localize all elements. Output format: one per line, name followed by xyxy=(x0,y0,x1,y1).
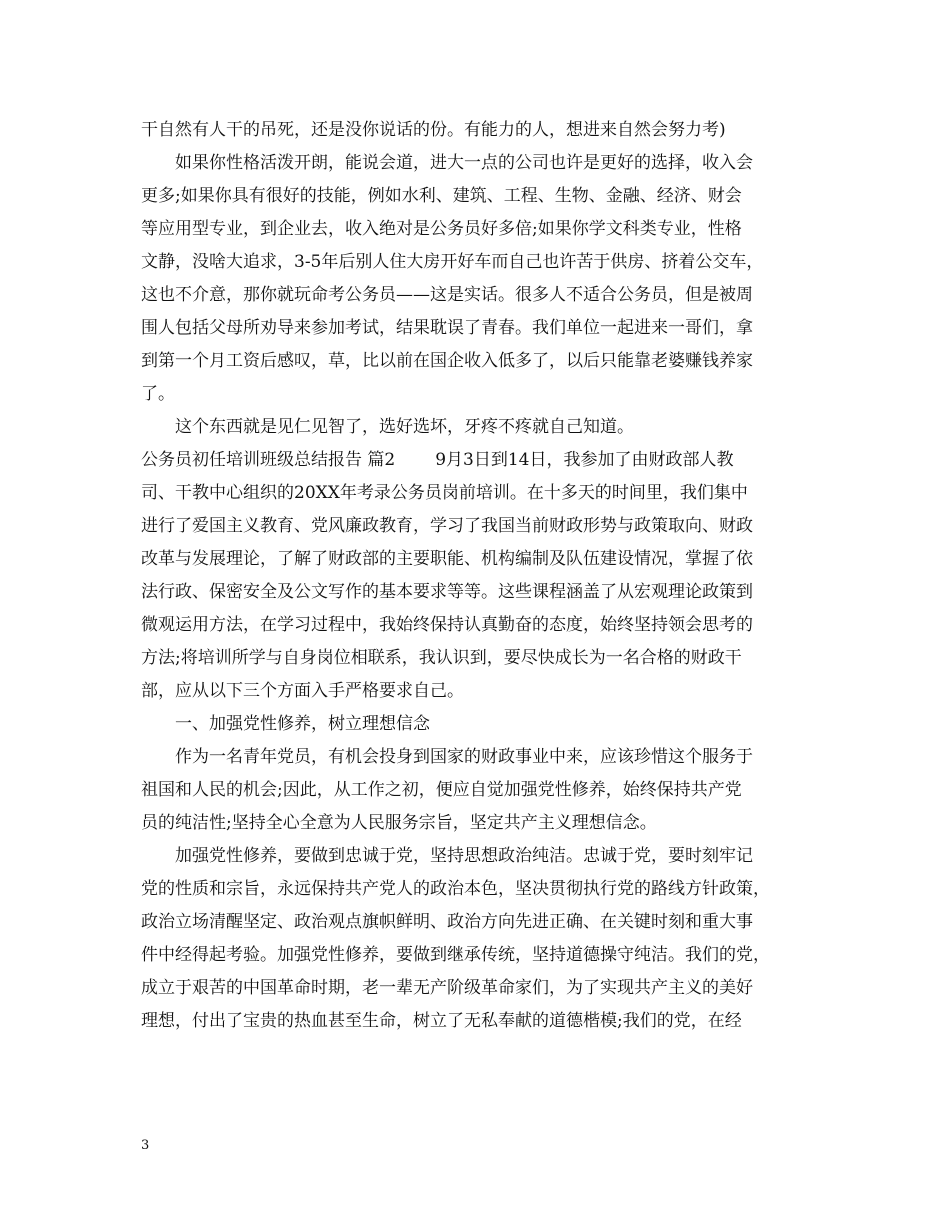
text-line: 等应用型专业，到企业去，收入绝对是公务员好多倍;如果你学文科类专业，性格 xyxy=(141,219,742,239)
text-line: 件中经得起考验。加强党性修养，要做到继承传统，坚持道德操守纯洁。我们的党， xyxy=(141,945,770,965)
text-line: 政治立场清醒坚定、政治观点旗帜鲜明、政治方向先进正确、在关键时刻和重大事 xyxy=(141,912,753,932)
text-line: 理想，付出了宝贵的热血甚至生命，树立了无私奉献的道德楷模;我们的党，在经 xyxy=(141,1011,742,1031)
section-heading-line xyxy=(141,444,813,477)
text-line: 更多;如果你具有很好的技能，例如水利、建筑、工程、生物、金融、经济、财会 xyxy=(141,186,742,206)
text-line: 微观运用方法，在学习过程中，我始终保持认真勤奋的态度，始终坚持领会思考的 xyxy=(141,615,753,635)
text-line: 了。 xyxy=(141,384,175,404)
text-line: 文静，没啥大追求，3-5年后别人住大房开好车而自己也许苦于供房、挤着公交车， xyxy=(141,252,764,272)
text-line: 如果你性格活泼开朗，能说会道，进大一点的公司也许是更好的选择，收入会 xyxy=(175,153,753,173)
text-line: 改革与发展理论，了解了财政部的主要职能、机构编制及队伍建设情况，掌握了依 xyxy=(141,549,753,569)
text-line: 围人包括父母所劝导来参加考试，结果耽误了青春。我们单位一起进来一哥们，拿 xyxy=(141,318,753,338)
page-number: 3 xyxy=(141,1138,150,1153)
text-line: 这也不介意，那你就玩命考公务员——这是实话。很多人不适合公务员，但是被周 xyxy=(141,285,753,305)
text-line: 加强党性修养，要做到忠诚于党，坚持思想政治纯洁。忠诚于党，要时刻牢记 xyxy=(175,846,753,866)
text-line: 部，应从以下三个方面入手严格要求自己。 xyxy=(141,681,464,701)
text-line: 党的性质和宗旨，永远保持共产党人的政治本色，坚决贯彻执行党的路线方针政策， xyxy=(141,879,770,899)
text-line: 进行了爱国主义教育、党风廉政教育，学习了我国当前财政形势与政策取向、财政 xyxy=(141,516,753,536)
document-body xyxy=(141,114,813,1038)
text-line: 祖国和人民的机会;因此，从工作之初，便应自觉加强党性修养，始终保持共产党 xyxy=(141,780,742,800)
text-line: 干自然有人干的吊死，还是没你说话的份。有能力的人，想进来自然会努力考) xyxy=(141,120,726,140)
text-line: 员的纯洁性;坚持全心全意为人民服务宗旨，坚定共产主义理想信念。 xyxy=(141,813,657,833)
section-heading-continuation: 9月3日到14日，我参加了由财政部人教 xyxy=(435,450,734,470)
text-line: 到第一个月工资后感叹，草，比以前在国企收入低多了，以后只能靠老婆赚钱养家 xyxy=(141,351,753,371)
text-line: 这个东西就是见仁见智了，选好选坏，牙疼不疼就自己知道。 xyxy=(175,417,634,437)
section-heading: 公务员初任培训班级总结报告 篇2 xyxy=(141,450,396,470)
text-line: 法行政、保密安全及公文写作的基本要求等等。这些课程涵盖了从宏观理论政策到 xyxy=(141,582,753,602)
text-line: 司、干教中心组织的20XX年考录公务员岗前培训。在十多天的时间里，我们集中 xyxy=(141,483,748,503)
subheading: 一、加强党性修养，树立理想信念 xyxy=(175,714,430,734)
text-line: 成立于艰苦的中国革命时期，老一辈无产阶级革命家们，为了实现共产主义的美好 xyxy=(141,978,753,998)
text-line: 作为一名青年党员，有机会投身到国家的财政事业中来，应该珍惜这个服务于 xyxy=(175,747,753,767)
text-line: 方法;将培训所学与自身岗位相联系，我认识到，要尽快成长为一名合格的财政干 xyxy=(141,648,742,668)
